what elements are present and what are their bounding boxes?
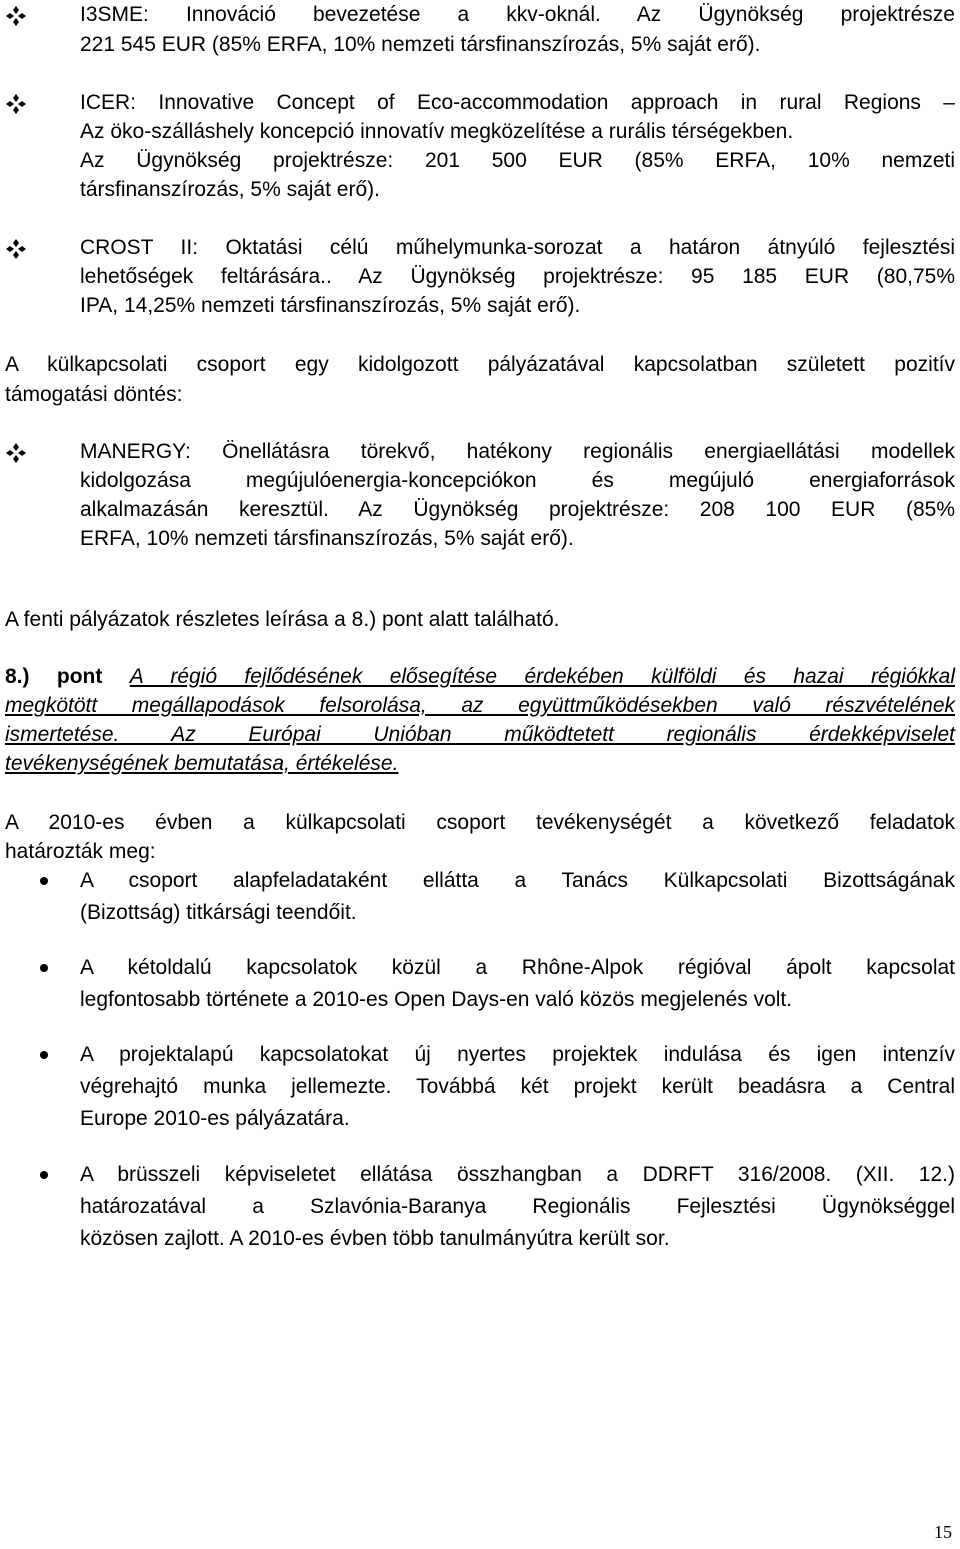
task-3-line-3: Europe 2010-es pályázatára.	[80, 1107, 350, 1130]
icer-line-1: ICER: Innovative Concept of Eco-accommodation approach in rural Regions –	[80, 91, 955, 114]
task-1-line-1: A csoport alapfeladataként ellátta a Tanács Külkapcsolati Bizottságának	[80, 869, 955, 892]
diamond-bullet-icon	[5, 93, 27, 115]
icer-line-3: Az Ügynökség projektrésze: 201 500 EUR (85% ERFA, 10% nemzeti	[80, 149, 955, 172]
manergy-line-3: alkalmazásán keresztül. Az Ügynökség projektrésze: 208 100 EUR (85%	[80, 498, 955, 521]
diamond-bullet-icon	[5, 442, 27, 464]
details-reference: A fenti pályázatok részletes leírása a 8.) pont alatt található.	[5, 608, 560, 631]
point8-line-3: ismertetése. Az Európai Unióban működtetett regionális érdekképviselet	[5, 723, 955, 746]
point8-title-part-1: A régió fejlődésének elősegítése érdekében külföldi és hazai régiókkal	[129, 665, 955, 688]
task-3-line-2: végrehajtó munka jellemezte. Továbbá két projekt került beadásra a Central	[80, 1075, 955, 1098]
crost-line-2: lehetőségek feltárására.. Az Ügynökség projektrésze: 95 185 EUR (80,75%	[80, 265, 955, 288]
task-3-line-1: A projektalapú kapcsolatokat új nyertes projektek indulása és igen intenzív	[80, 1043, 955, 1066]
manergy-line-2: kidolgozása megújulóenergia-koncepciókon és megújuló energiaforrások	[80, 469, 955, 492]
task-2-line-2: legfontosabb története a 2010-es Open Days-en való közös megjelenés volt.	[80, 988, 793, 1011]
page-number: 15	[934, 1522, 952, 1542]
task-4-line-2: határozatával a Szlavónia-Baranya Regionális Fejlesztési Ügynökséggel	[80, 1195, 955, 1218]
positive-decision-line-1: A külkapcsolati csoport egy kidolgozott pályázatával kapcsolatban született pozitív	[5, 353, 955, 376]
point8-line-2: megkötött megállapodások felsorolása, az együttműködésekben való részvételének	[5, 694, 955, 717]
task-2-line-1: A kétoldalú kapcsolatok közül a Rhône-Alpok régióval ápolt kapcsolat	[80, 956, 955, 979]
crost-line-3: IPA, 14,25% nemzeti társfinanszírozás, 5% saját erő).	[80, 294, 581, 317]
task-1-line-2: (Bizottság) titkársági teendőit.	[80, 901, 357, 924]
icer-line-2: Az öko-szálláshely koncepció innovatív megközelítése a rurális térségekben.	[80, 120, 794, 143]
tasks-2010-line-2: határozták meg:	[5, 840, 156, 863]
bullet-dot-icon	[40, 1171, 48, 1179]
i3sme-line-2: 221 545 EUR (85% ERFA, 10% nemzeti társfinanszírozás, 5% saját erő).	[80, 33, 761, 56]
manergy-line-4: ERFA, 10% nemzeti társfinanszírozás, 5% saját erő).	[80, 527, 574, 550]
point8-label: 8.) pont	[5, 665, 103, 688]
bullet-dot-icon	[40, 877, 48, 885]
bullet-dot-icon	[40, 964, 48, 972]
i3sme-line-1: I3SME: Innováció bevezetése a kkv-oknál. Az Ügynökség projektrésze	[80, 3, 955, 26]
diamond-bullet-icon	[5, 238, 27, 260]
point8-line-1	[5, 662, 955, 691]
task-4-line-1: A brüsszeli képviseletet ellátása összhangban a DDRFT 316/2008. (XII. 12.)	[80, 1163, 955, 1186]
task-4-line-3: közösen zajlott. A 2010-es évben több tanulmányútra került sor.	[80, 1227, 670, 1250]
tasks-2010-line-1: A 2010-es évben a külkapcsolati csoport tevékenységét a következő feladatok	[5, 811, 955, 834]
icer-line-4: társfinanszírozás, 5% saját erő).	[80, 178, 380, 201]
point8-line-4: tevékenységének bemutatása, értékelése.	[5, 752, 399, 775]
bullet-dot-icon	[40, 1051, 48, 1059]
positive-decision-line-2: támogatási döntés:	[5, 383, 183, 406]
crost-line-1: CROST II: Oktatási célú műhelymunka-sorozat a határon átnyúló fejlesztési	[80, 236, 955, 259]
diamond-bullet-icon	[5, 5, 27, 27]
manergy-line-1: MANERGY: Önellátásra törekvő, hatékony regionális energiaellátási modellek	[80, 440, 955, 463]
